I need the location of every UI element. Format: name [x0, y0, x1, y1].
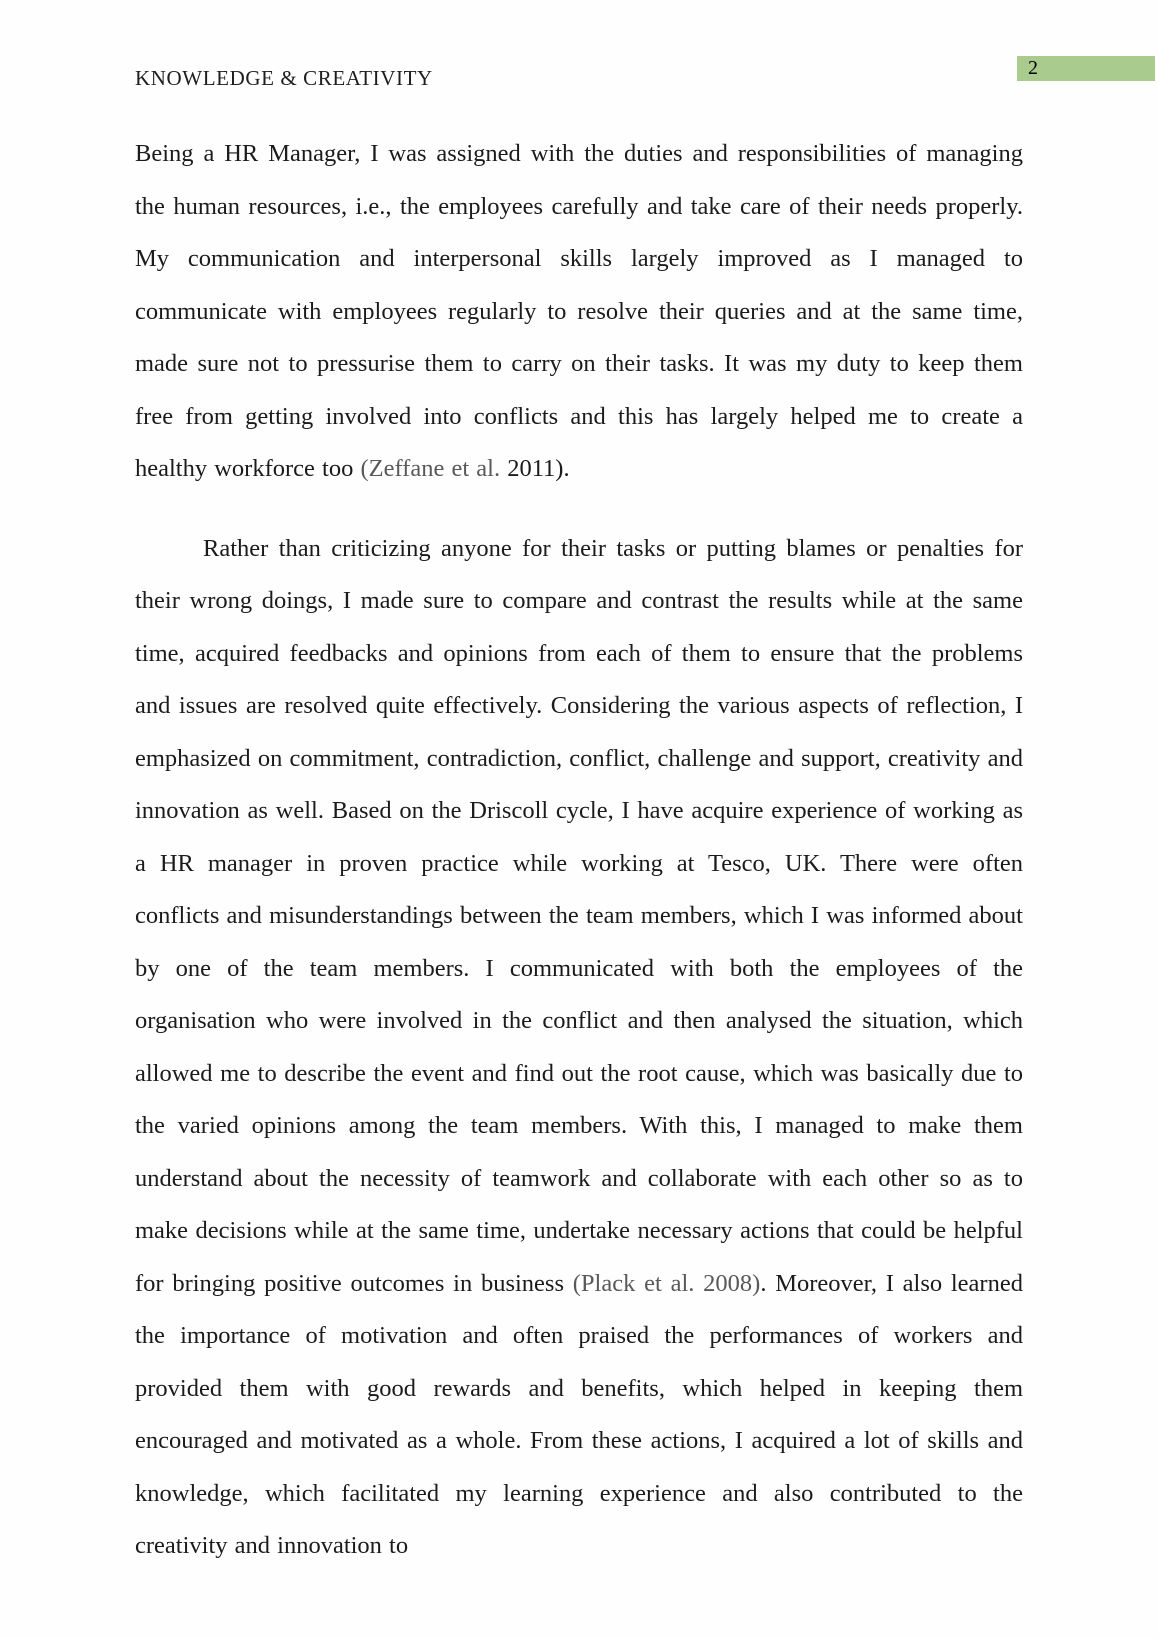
paragraph-2-text: Rather than criticizing anyone for their tasks or putting blames or penalties for their wrong doings, I made sure to compare and contrast the results while at the same time, acquired feedbacks and opinions from each of them to ensure that the problems and issues are resolved quite effectively. Considering the various aspects of reflection, I emphasized on commitment, contradiction, conflict, challenge and support, creativity and innovation as well. Based on the Driscoll cycle, I have acquire experience of working as a HR manager in proven practice while working at Tesco, UK. There were often conflicts and misunderstandings between the team members, which I was informed about by one of the team members. I communicated with both the employees of the organisation who were involved in the conflict and then analysed the situation, which allowed me to describe the event and find out the root cause, which was basically due to the varied opinions among the team members. With this, I managed to make them understand about the necessity of teamwork and collaborate with each other so as to make decisions while at the same time, undertake necessary actions that could be helpful for bringing positive outcomes in business — [135, 534, 1023, 1297]
paragraph-1-text-end: 2011). — [500, 455, 570, 482]
paragraph-2 — [135, 523, 1023, 1573]
paragraph-2-text-end: . Moreover, I also learned the importance of motivation and often praised the performances of workers and provided them with good rewards and benefits, which helped in keeping them encouraged and motivated as a whole. From these actions, I acquired a lot of skills and knowledge, which facilitated my learning experience and also contributed to the creativity and innovation to — [135, 1269, 1023, 1559]
citation-plack: (Plack et al. 2008) — [572, 1269, 761, 1297]
body-text-block — [135, 128, 1023, 1573]
paragraph-1-text: Being a HR Manager, I was assigned with the duties and responsibilities of managing the human resources, i.e., the employees carefully and take care of their needs properly. My communication and interpersonal skills largely improved as I managed to communicate with employees regularly to resolve their queries and at the same time, made sure not to pressurise them to carry on their tasks. It was my duty to keep them free from getting involved into conflicts and this has largely helped me to create a healthy workforce too — [135, 140, 1023, 482]
running-head: KNOWLEDGE & CREATIVITY — [135, 66, 433, 90]
paragraph-1 — [135, 128, 1023, 496]
page-number-box: 2 — [1017, 56, 1155, 81]
citation-zeffane: (Zeffane et al. — [360, 455, 501, 482]
